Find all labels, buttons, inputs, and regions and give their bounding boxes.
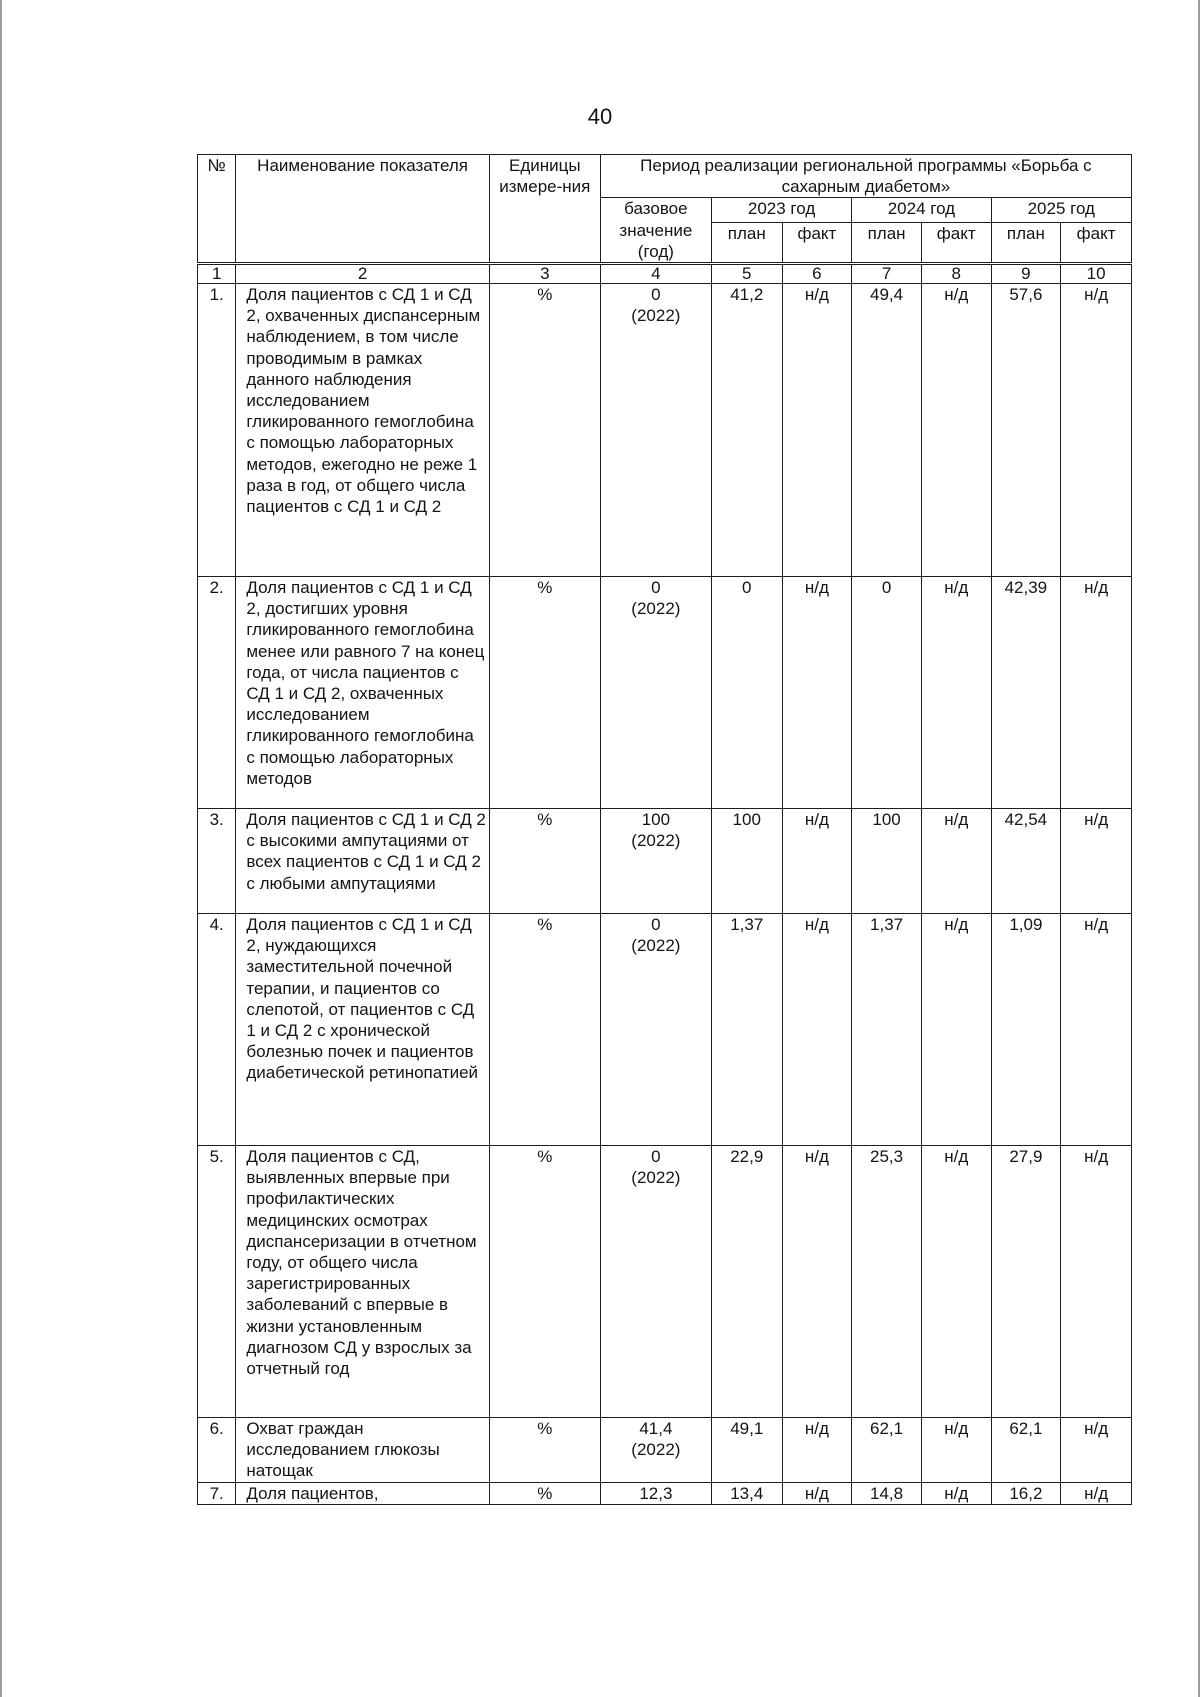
indicators-table [197,154,1132,1505]
header-base: базовое значение (год) [600,198,711,264]
row-number: 5. [198,1146,236,1418]
plan-2024-cell: 100 [852,809,922,914]
header-year-2024: 2024 год [852,198,991,222]
fact-2025-cell: н/д [1061,1482,1132,1504]
base-value: 0 [651,285,661,305]
plan-2024-cell: 1,37 [852,914,922,1146]
base-cell [600,1418,711,1483]
plan-2025-cell: 57,6 [991,284,1061,577]
plan-2023-cell: 22,9 [711,1146,782,1418]
column-numbers-row [198,264,1132,284]
header-year-2025: 2025 год [991,198,1131,222]
fact-2023-cell: н/д [782,1418,852,1483]
column-number: 1 [198,264,236,284]
fact-2025-cell: н/д [1061,809,1132,914]
column-number: 7 [852,264,922,284]
row-number: 4. [198,914,236,1146]
plan-2025-cell: 42,54 [991,809,1061,914]
row-number: 1. [198,284,236,577]
table-row [198,284,1132,577]
column-number: 9 [991,264,1061,284]
column-number: 2 [236,264,489,284]
header-fact-2024: факт [921,222,991,263]
row-number: 3. [198,809,236,914]
header-period: Период реализации региональной программы «Борьба с сахарным диабетом» [600,155,1131,198]
indicator-name: Доля пациентов с СД 1 и СД 2, нуждающихся заместительной почечной терапии, и пациентов со слепотой, от пациентов с СД 1 и СД 2 с хронической болезнью почек и пациентов диабетической ретинопатией [236,914,489,1146]
indicator-name: Доля пациентов, [236,1482,489,1504]
document-page [2,0,1198,1697]
header-unit: Единицы измере-ния [489,155,600,264]
fact-2024-cell: н/д [921,577,991,809]
plan-2024-cell: 25,3 [852,1146,922,1418]
plan-2025-cell: 42,39 [991,577,1061,809]
fact-2024-cell: н/д [921,1482,991,1504]
indicator-name: Доля пациентов с СД 1 и СД 2 с высокими ампутациями от всех пациентов с СД 1 и СД 2 с любыми ампутациями [236,809,489,914]
plan-2024-cell: 62,1 [852,1418,922,1483]
plan-2023-cell: 100 [711,809,782,914]
base-year: (2022) [631,936,681,956]
table-row [198,1146,1132,1418]
unit-cell: % [489,284,600,577]
unit-cell: % [489,577,600,809]
fact-2025-cell: н/д [1061,284,1132,577]
row-number: 6. [198,1418,236,1483]
column-number: 10 [1061,264,1132,284]
indicator-name: Доля пациентов с СД, выявленных впервые при профилактических медицинских осмотрах диспансеризации в отчетном году, от общего числа зарегистрированных заболеваний с впервые в жизни установленным диагнозом СД у взрослых за отчетный год [236,1146,489,1418]
plan-2025-cell: 1,09 [991,914,1061,1146]
base-value: 41,4 [639,1419,673,1439]
fact-2023-cell: н/д [782,809,852,914]
plan-2023-cell: 0 [711,577,782,809]
base-cell [600,809,711,914]
row-number: 7. [198,1482,236,1504]
base-year: (2022) [631,599,681,619]
base-cell [600,284,711,577]
base-year: (2022) [631,306,681,326]
base-cell [600,577,711,809]
base-value: 100 [641,810,671,830]
indicator-name: Доля пациентов с СД 1 и СД 2, достигших уровня гликированного гемоглобина менее или равного 7 на конец года, от числа пациентов с СД 1 и СД 2, охваченных исследованием гликированного гемоглобина с помощью лабораторных методов [236,577,489,809]
base-value: 0 [651,1147,661,1167]
table-row [198,1482,1132,1504]
plan-2023-cell: 1,37 [711,914,782,1146]
fact-2023-cell: н/д [782,1482,852,1504]
plan-2024-cell: 14,8 [852,1482,922,1504]
fact-2025-cell: н/д [1061,1418,1132,1483]
unit-cell: % [489,1146,600,1418]
plan-2023-cell: 49,1 [711,1418,782,1483]
plan-2025-cell: 16,2 [991,1482,1061,1504]
fact-2023-cell: н/д [782,1146,852,1418]
plan-2025-cell: 62,1 [991,1418,1061,1483]
fact-2023-cell: н/д [782,284,852,577]
base-year: (2022) [631,1440,681,1460]
fact-2023-cell: н/д [782,914,852,1146]
unit-cell: % [489,914,600,1146]
plan-2023-cell: 13,4 [711,1482,782,1504]
base-year: (2022) [631,1168,681,1188]
plan-2024-cell: 49,4 [852,284,922,577]
header-fact-2025: факт [1061,222,1132,263]
unit-cell: % [489,1418,600,1483]
unit-cell: % [489,1482,600,1504]
base-value: 12,3 [639,1483,673,1503]
header-fact-2023: факт [782,222,852,263]
base-cell [600,914,711,1146]
base-value: 0 [651,915,661,935]
fact-2024-cell: н/д [921,809,991,914]
base-cell [600,1482,711,1504]
header-year-2023: 2023 год [711,198,851,222]
base-cell [600,1146,711,1418]
unit-cell: % [489,809,600,914]
header-plan-2023: план [711,222,782,263]
column-number: 4 [600,264,711,284]
plan-2025-cell: 27,9 [991,1146,1061,1418]
column-number: 8 [921,264,991,284]
page-number: 40 [587,104,613,129]
table-row [198,1418,1132,1483]
fact-2024-cell: н/д [921,1146,991,1418]
plan-2024-cell: 0 [852,577,922,809]
fact-2025-cell: н/д [1061,914,1132,1146]
base-year: (2022) [631,831,681,851]
table-header [198,155,1132,264]
table-row [198,809,1132,914]
table-row [198,914,1132,1146]
header-plan-2024: план [852,222,922,263]
header-plan-2025: план [991,222,1061,263]
column-number: 5 [711,264,782,284]
indicator-name: Охват граждан исследованием глюкозы натощак [236,1418,489,1483]
fact-2025-cell: н/д [1061,1146,1132,1418]
plan-2023-cell: 41,2 [711,284,782,577]
table-row [198,577,1132,809]
row-number: 2. [198,577,236,809]
fact-2024-cell: н/д [921,914,991,1146]
fact-2024-cell: н/д [921,1418,991,1483]
indicator-name: Доля пациентов с СД 1 и СД 2, охваченных диспансерным наблюдением, в том числе проводимым в рамках данного наблюдения исследованием гликированного гемоглобина с помощью лабораторных методов, ежегодно не реже 1 раза в год, от общего числа пациентов с СД 1 и СД 2 [236,284,489,577]
table-body [198,264,1132,1505]
fact-2023-cell: н/д [782,577,852,809]
fact-2024-cell: н/д [921,284,991,577]
header-name: Наименование показателя [236,155,489,264]
column-number: 6 [782,264,852,284]
header-no: № [198,155,236,264]
column-number: 3 [489,264,600,284]
fact-2025-cell: н/д [1061,577,1132,809]
base-value: 0 [651,578,661,598]
